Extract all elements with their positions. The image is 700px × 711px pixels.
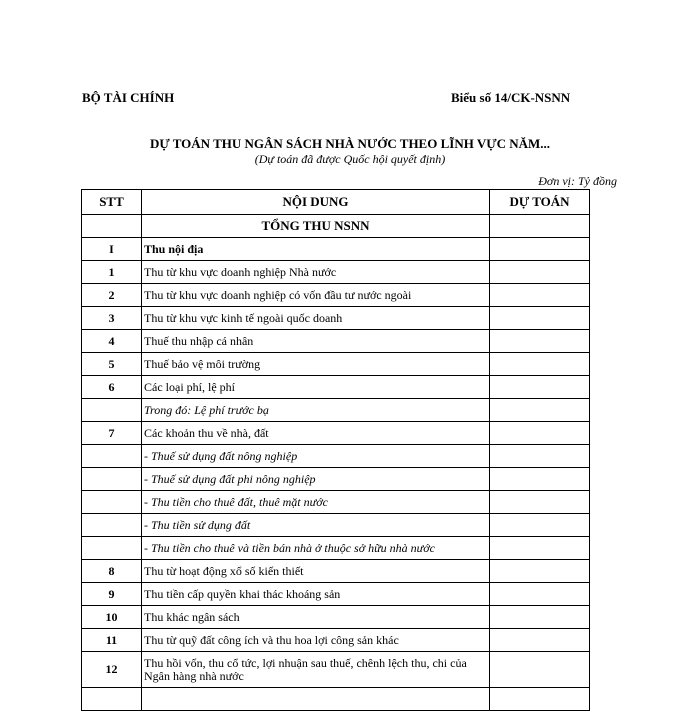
row-estimate (490, 353, 590, 376)
row-number: 10 (82, 606, 142, 629)
table-row (82, 353, 590, 376)
row-content: Thuế bảo vệ môi trường (142, 353, 490, 376)
row-number (82, 688, 142, 711)
row-number: 11 (82, 629, 142, 652)
form-code: Biểu số 14/CK-NSNN (451, 90, 571, 105)
table-row (82, 376, 590, 399)
row-estimate (490, 629, 590, 652)
row-content: TỔNG THU NSNN (142, 215, 490, 238)
row-number (82, 537, 142, 560)
column-header-estimate: DỰ TOÁN (490, 190, 590, 215)
row-estimate (490, 445, 590, 468)
row-number: 5 (82, 353, 142, 376)
row-number (82, 514, 142, 537)
table-header-row (82, 190, 590, 215)
row-estimate (490, 238, 590, 261)
row-estimate (490, 537, 590, 560)
row-estimate (490, 399, 590, 422)
column-header-stt: STT (82, 190, 142, 215)
row-content: Thu từ quỹ đất công ích và thu hoa lợi công sản khác (142, 629, 490, 652)
table-row (82, 468, 590, 491)
row-estimate (490, 606, 590, 629)
row-content: - Thuế sử dụng đất phi nông nghiệp (142, 468, 490, 491)
row-estimate (490, 583, 590, 606)
row-estimate (490, 376, 590, 399)
row-estimate (490, 560, 590, 583)
table-row (82, 514, 590, 537)
row-estimate (490, 284, 590, 307)
table-row (82, 330, 590, 353)
row-estimate (490, 688, 590, 711)
row-content: - Thu tiền cho thuê đất, thuê mặt nước (142, 491, 490, 514)
row-number: 6 (82, 376, 142, 399)
row-estimate (490, 261, 590, 284)
unit-label: Đơn vị: Tỷ đồng (538, 174, 617, 188)
row-number: 12 (82, 652, 142, 688)
row-content: Các khoản thu về nhà, đất (142, 422, 490, 445)
agency-name: BỘ TÀI CHÍNH (82, 90, 175, 105)
row-content: Thu từ hoạt động xổ số kiến thiết (142, 560, 490, 583)
row-number (82, 468, 142, 491)
row-content (142, 688, 490, 711)
table-row (82, 284, 590, 307)
row-estimate (490, 514, 590, 537)
table-row (82, 688, 590, 711)
table-row (82, 261, 590, 284)
row-number: 1 (82, 261, 142, 284)
row-content: Thu từ khu vực kinh tế ngoài quốc doanh (142, 307, 490, 330)
row-content: Trong đó: Lệ phí trước bạ (142, 399, 490, 422)
row-content: Các loại phí, lệ phí (142, 376, 490, 399)
table-row (82, 238, 590, 261)
table-row (82, 422, 590, 445)
row-content: Thu nội địa (142, 238, 490, 261)
table-row (82, 491, 590, 514)
table-row (82, 399, 590, 422)
row-estimate (490, 652, 590, 688)
row-content: - Thu tiền sử dụng đất (142, 514, 490, 537)
table-row (82, 606, 590, 629)
row-content: Thuế thu nhập cá nhân (142, 330, 490, 353)
document-subtitle: (Dự toán đã được Quốc hội quyết định) (254, 152, 446, 166)
row-number: 9 (82, 583, 142, 606)
table-row (82, 307, 590, 330)
table-row (82, 445, 590, 468)
row-estimate (490, 307, 590, 330)
row-number: 7 (82, 422, 142, 445)
row-content: Thu hồi vốn, thu cổ tức, lợi nhuận sau thuế, chênh lệch thu, chi của Ngân hàng nhà nước (142, 652, 490, 688)
row-number: 2 (82, 284, 142, 307)
row-content: - Thuế sử dụng đất nông nghiệp (142, 445, 490, 468)
row-number (82, 445, 142, 468)
row-content: Thu tiền cấp quyền khai thác khoáng sản (142, 583, 490, 606)
row-content: Thu từ khu vực doanh nghiệp Nhà nước (142, 261, 490, 284)
row-estimate (490, 491, 590, 514)
row-number: I (82, 238, 142, 261)
row-number: 3 (82, 307, 142, 330)
table-row (82, 583, 590, 606)
column-header-content: NỘI DUNG (142, 190, 490, 215)
revenue-table (81, 189, 590, 711)
row-number (82, 399, 142, 422)
row-number (82, 215, 142, 238)
table-row (82, 652, 590, 688)
row-estimate (490, 468, 590, 491)
table-body (82, 215, 590, 711)
row-number (82, 491, 142, 514)
table-row (82, 537, 590, 560)
row-content: Thu từ khu vực doanh nghiệp có vốn đầu tư nước ngoài (142, 284, 490, 307)
row-content: Thu khác ngân sách (142, 606, 490, 629)
row-estimate (490, 330, 590, 353)
document-title: DỰ TOÁN THU NGÂN SÁCH NHÀ NƯỚC THEO LĨNH VỰC NĂM... (149, 136, 551, 151)
row-estimate (490, 422, 590, 445)
table-row (82, 560, 590, 583)
row-number: 8 (82, 560, 142, 583)
row-number: 4 (82, 330, 142, 353)
table-row (82, 629, 590, 652)
row-content: - Thu tiền cho thuê và tiền bán nhà ở thuộc sở hữu nhà nước (142, 537, 490, 560)
table-row (82, 215, 590, 238)
row-estimate (490, 215, 590, 238)
